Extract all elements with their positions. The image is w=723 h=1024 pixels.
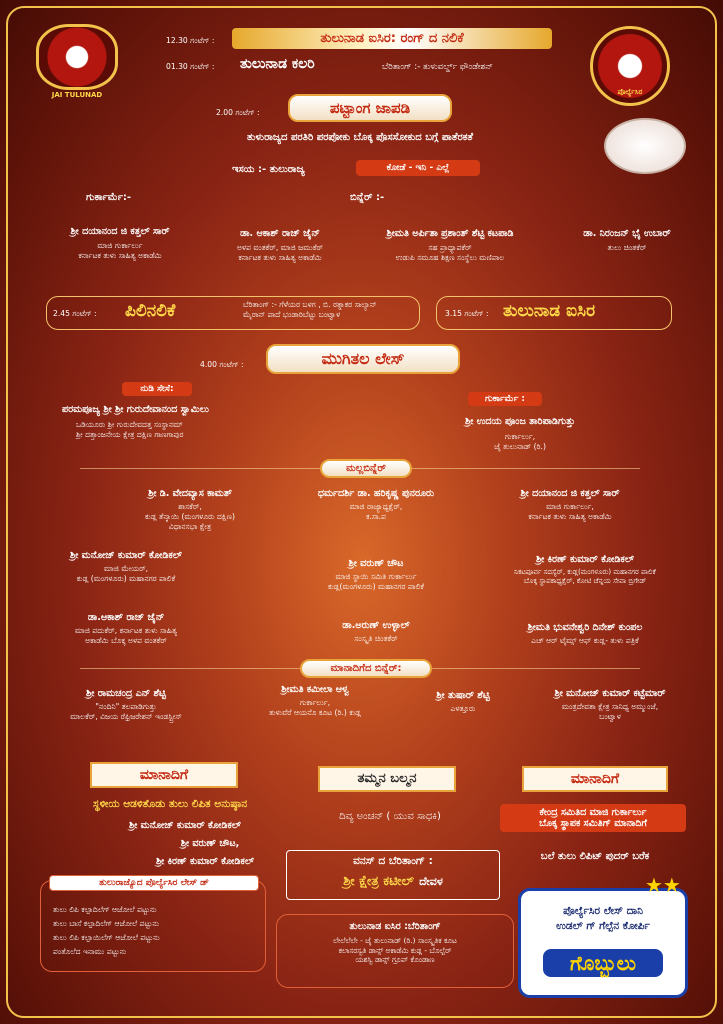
guest-role: ಮಾಜಿ ಮೇಯರ್, ಕುಡ್ಲ (ಮಂಗಳೂರು) ಮಹಾನಗರ ಪಾಲಿಕೆ — [76, 564, 176, 583]
closing-big: ಗೊಬ್ಬುಲು — [543, 949, 663, 977]
contest-line: ತುಲು ಲಿಪಿ ಕಲ್ಪಾಯಿಲೆಗ್ ಆಜೋಲೆ ಪಟ್ಟುನು — [53, 933, 160, 942]
closing-box — [518, 873, 688, 998]
honoured-card — [24, 688, 228, 722]
guest-name: ಶ್ರೀ ಮನೋಜ್ ಕುಮಾರ್ ಕೋಡಿಕಲ್ — [70, 550, 182, 561]
time-200: 2.00 ಗಂಟೆಗ್ : — [216, 108, 260, 117]
person-card — [552, 228, 702, 253]
venue-line — [287, 870, 499, 889]
venue-label: ವನಸ್ ದ ಬೆರಿತಾಂಗ್ : — [353, 855, 433, 867]
contest-box — [40, 880, 266, 972]
chair-label: ಗುರ್ಕಾರ್ಮೆ:- — [86, 192, 132, 203]
title-pilinalike: ಪಿಲಿನಲಿಕೆ — [125, 301, 176, 321]
blessing-label: ನುಡಿ ಸೇಸೆ: — [122, 382, 192, 396]
mid-title: ತಮ್ಮನ ಬಲ್ಮನ — [318, 766, 456, 792]
venue-box — [286, 850, 500, 900]
session2-credit: ಬೆರಿತಾಂಗ್ :- ಗೆಳೆಯರ ಬಳಗ , ಬಿ. ರತ್ನಾಕರ ಸಾಲ್ಯಾನ್ ಮೈರಾನ್ ಪಾದೆ ಭಂಡಾರಿಬೆಟ್ಟು ಬಂಟ್ವಾಳ — [243, 300, 377, 319]
time-1230: 12.30 ಗಂಟೆಗ್ : — [166, 36, 215, 45]
sponsor-box — [276, 914, 514, 988]
contest-title: ತುಲುರಾಜ್ಯೊದ ಪೊರ್ಲ್ಯೆಸಿರ ಲೇಸ್ ಡ್ — [49, 875, 259, 891]
blessing-name: ಪರಮಪೂಜ್ಯ ಶ್ರೀ ಶ್ರೀ ಗುರುದೇವಾನಂದ ಸ್ವಾಮಿಲು — [62, 404, 209, 415]
honoured-name: ಶ್ರೀ ತುಷಾರ್ ಶೆಟ್ಟಿ — [436, 690, 490, 701]
guest-role: ನಿಕಟಪೂರ್ವ ಸದಸ್ಯೆರ್, ಕುಡ್ಲ(ಮಂಗಳೂರು) ಮಹಾನಗರ ಪಾಲಿಕೆ ಬೊಕ್ಕ ಸ್ಥಾಪಕಾಧ್ಯಕ್ಷೆರ್, ಕೋಟಿ ಚೆನ್ನಯ ಸೇವಾ ಬ್ರಿಗೇಡ್ — [514, 568, 656, 586]
guests-label: ಮಲ್ಲಬಿನ್ನೆರ್ — [320, 459, 412, 478]
person-name: ಶ್ರೀಮತಿ ಅರ್ಪಿತಾ ಪ್ರಶಾಂತ್ ಶೆಟ್ಟಿ ಕಟಪಾಡಿ — [386, 228, 514, 239]
honour-left-title: ಮಾನಾದಿಗೆ — [90, 762, 238, 788]
person-card — [30, 226, 210, 261]
guest-card — [276, 620, 476, 644]
contest-line: ತುಲು ಬಾಸೆ ಕಲ್ಪಾದಿಲೆಗ್ ಆಜೋಲೆ ಪಟ್ಟುನು — [53, 919, 160, 928]
chair-label-2: ಗುರ್ಕಾರ್ಮೆ : — [468, 392, 542, 406]
chair-name: ಶ್ರೀ ಉದಯ ಪೂಂಜ ತಾರಿಪಾಡಿಗುತ್ತು — [464, 416, 576, 427]
chair-role: ಗುರ್ಕಾರ್ಲು, ಜೈ ತುಲುನಾಡ್ (ರಿ.) — [494, 432, 546, 451]
honour-right-title: ಮಾನಾದಿಗೆ — [522, 766, 668, 792]
honoured-role: ಗುರ್ಕಾರ್ಲು, ತುಳುವೆರೆ ಆಯನೊ ಕೂಟ (ರಿ.) ಕುಡ್ಲ — [269, 698, 361, 717]
guest-card — [470, 554, 700, 586]
guest-role: ಮಾಜಿ ಪದುಕೆರ್, ಕರ್ನಾಟಕ ತುಳು ಸಾಹಿತ್ಯ ಅಕಾಡೆಮಿ ಬೊಕ್ಕ ಅಳಪ ವಂತಕೆರ್ — [74, 626, 178, 645]
guest-card — [470, 488, 670, 522]
closing-line2: ಉಡಲ್ ಗ್ ಗೆಲ್ಪೆನ ಕೋರ್ಪಿ — [556, 920, 650, 932]
logo-caption: JAI TULUNAD — [51, 91, 103, 99]
guest-role: ಮಾಜಿ ಗುರ್ಕಾರ್ಲು, ಕರ್ನಾಟಕ ತುಳು ಸಾಹಿತ್ಯ ಅಕಾಡೆಮಿ — [528, 502, 612, 521]
person-card — [200, 228, 360, 263]
person-card — [350, 228, 550, 263]
guest-card — [26, 612, 226, 646]
guest-name: ಶ್ರೀ ಕಿರಣ್ ಕುಮಾರ್ ಕೋಡಿಕಲ್ — [535, 554, 635, 565]
closing-line1: ಪೊರ್ಲ್ಯೆಸಿರ ಲೇಸ್ ದಾನಿ — [563, 905, 643, 917]
guest-name: ಶ್ರೀ ಡಿ. ವೇದವ್ಯಾಸ ಕಾಮತ್ — [148, 488, 232, 499]
contest-line: ಪಂತೊಲೆದ ಇನಾಮು ಪಟ್ಟುನು — [53, 947, 127, 956]
session1-subject: ಇಸಯ :- ತುಲುರಾಜ್ಯ — [232, 164, 305, 175]
person-role: ತುಲು ಚಿಂತಕೆರ್ — [607, 243, 647, 252]
guest-card — [26, 550, 226, 584]
honour-left-sub: ಸ್ಥಳೀಯ ಆಡಳಿತೊಡು ತುಲು ಲಿಪಿತ ಅನುಷ್ಠಾನ — [92, 798, 248, 810]
honoured-role: ಎಳತ್ತೂರು — [450, 704, 476, 713]
guest-name: ಶ್ರೀ ದಯಾನಂದ ಜಿ ಕತ್ತಲ್ ಸಾರ್ — [520, 488, 620, 499]
person-role: ಮಾಜಿ ಗುರ್ಕಾರ್ಲು ಕರ್ನಾಟಕ ತುಳು ಸಾಹಿತ್ಯ ಅಕಾಡೆಮಿ — [78, 241, 162, 260]
guest-name: ಧರ್ಮದರ್ಶಿ ಡಾ. ಹರಿಕೃಷ್ಣ ಪುನರೂರು — [317, 488, 435, 499]
title-pattanga-japadi: ಪಟ್ಟಾಂಗ ಜಾಪಡಿ — [288, 94, 452, 122]
guest-name: ಡಾ.ಅರುಣ್ ಉಳ್ಳಾಲ್ — [342, 620, 410, 631]
honour-right-sub: ಬಲೆ ತುಲು ಲಿಪಿಟ್ ಪುದರ್ ಬರೆಕ — [540, 851, 650, 862]
guest-role: ಸಂಸ್ಕೃತಿ ಚಿಂತಕೆರ್ — [354, 634, 398, 643]
venue-suffix: ದೇವಳ — [419, 875, 443, 888]
title-tulunada-kalari: ತುಲುನಾಡ ಕಲರಿ — [240, 56, 315, 72]
honoured-role: ಮಂತ್ರದೇವತಾ ಕ್ಷೇತ್ರ ಸಾನಿಧ್ಯ ಅಮ್ಮುಂಜೆ, ಬಂಟ್ವಾಳ — [561, 702, 659, 721]
sponsor-title: ತುಲುನಾಡ ಐಸಿರ :ಬೆರಿತಾಂಗ್ — [349, 921, 441, 932]
star-icon: ★★ — [645, 873, 681, 897]
sponsor-line: ಲೇಲೆಲೆಲೇ - ಜೈ ತುಲುನಾಡ್ (ರಿ.) ಸಾಂಸ್ಕೃತಿಕ ಕೂಟ — [333, 936, 457, 945]
honoured-name: ಶ್ರೀ ರಾಮಚಂದ್ರ ಎನ್ ಶೆಟ್ಟಿ — [86, 688, 166, 699]
session3-box — [436, 296, 672, 330]
honoured-card — [512, 688, 708, 722]
jai-tulunad-logo — [36, 24, 118, 99]
honour-left-name: ಶ್ರೀ ಕಿರಣ್ ಕುಮಾರ್ ಕೋಡಿಕಲ್ — [155, 856, 255, 867]
title-tulunada-aisira: ತುಲುನಾಡ ಐಸಿರ — [503, 301, 596, 321]
honoured-name: ಶ್ರೀಮತಿ ಕಮೀಲಾ ಆಳ್ವ — [281, 684, 349, 695]
guest-name: ಶ್ರೀ ವರುಣ್ ಚೌಟ — [348, 558, 404, 569]
sponsor-line: ಕಲಾಸರಸ್ವತಿ ಡಾನ್ಸ್ ಅಕಾಡೆಮಿ ಕುಡ್ಲ - ಬೊಲ್ಟೆರ್ — [338, 945, 452, 955]
tambourine-icon — [604, 118, 686, 174]
person-name: ಡಾ. ನಿರಂಜನ್ ಭೈ ಉಬಾರ್ — [583, 228, 671, 239]
honoured-name: ಶ್ರೀ ಮನೋಜ್ ಕುಮಾರ್ ಕಟ್ಟೆಮಾರ್ — [554, 688, 666, 699]
time-0130: 01.30 ಗಂಟೆಗ್ : — [166, 62, 215, 71]
guest-role: ಮಾಜಿ ಸ್ಥಾಯಿ ಸಮಿತಿ ಗುರ್ಕಾರ್ಲು ಕುಡ್ಲ(ಮಂಗಳೂರು) ಮಹಾನಗರ ಪಾಲಿಕೆ — [327, 572, 425, 591]
guest-card — [470, 622, 700, 646]
honoured-role: "ನಂದಿನಿ" ತಲಪಾಡಿಗುತ್ತು ಮಾಲಕೆರ್, ವಿಜಯ ರೆಫ್ರಿಜರೇಶನ್ ಇಂಡಸ್ಟ್ರೀಸ್ — [70, 702, 182, 721]
guest-card — [276, 558, 476, 592]
guest-card — [276, 488, 476, 522]
guest-label: ಬಿನ್ನೆರ್ :- — [350, 192, 385, 203]
porlyesira-logo — [590, 26, 670, 106]
honoured-card — [220, 684, 410, 718]
title-mugitala-les: ಮುಗಿತಲ ಲೇಸ್ — [266, 344, 460, 374]
guest-card — [100, 488, 280, 532]
person-role: ಸಹ ಪ್ರಾಧ್ಯಾಪಕೆರ್ ಉಡುಪಿ ಸಮೂಹ ಶಿಕ್ಷಣ ಸಂಸ್ಥೆಲು ಮಣಿಪಾಲ — [395, 243, 505, 262]
honour-left-name: ಶ್ರೀ ಮನೋಜ್ ಕುಮಾರ್ ಕೋಡಿಕಲ್ — [129, 820, 241, 831]
guest-name: ಶ್ರೀಮತಿ ಭುವನೇಶ್ವರಿ ದಿನೇಶ್ ಕುಂಪಲ — [527, 622, 643, 633]
guest-role: ಮಾಜಿ ರಾಜ್ಯಾಧ್ಯಕ್ಷೆರ್, ಕ.ಸಾ.ಪ — [349, 502, 403, 521]
honour-left-name: ಶ್ರೀ ವರುಣ್ ಚೌಟ, — [180, 838, 240, 849]
blessing-role: ಒಡಿಯೂರು ಶ್ರೀ ಗುರುದೇವದತ್ತ ಸಂಸ್ಥಾನಮ್ ಶ್ರೀ ದತ್ತಾಂಜನೇಯ ಕ್ಷೇತ್ರ ದಕ್ಷಿಣ ಗಾಣಗಾಪುರ — [76, 420, 184, 439]
guest-name: ಡಾ.ಆಕಾಶ್ ರಾಜ್ ಜೈನ್ — [87, 612, 165, 623]
session2-box — [46, 296, 420, 330]
contest-line: ತುಲು ಲಿಪಿ ಕಲ್ಪಾದಿಲೆಗ್ ಆಜೋಲೆ ಪಟ್ಟುನು — [53, 905, 157, 914]
session1-topic: ತುಳುರಾಜ್ಯದ ಪರತಿರಿ ಪರಪೋಕು ಬೊಕ್ಕ ಪೊಸಸೋಕುದ ಬಗ್ಗೆ ಪಾತೆರಕತೆ — [247, 132, 473, 143]
time-315: 3.15 ಗಂಟೆಗ್ : — [445, 309, 489, 318]
mid-name: ದಿವ್ಯ ಅಂಚನ್ ( ಯುವ ಸಾಧಕಿ) — [339, 811, 441, 822]
honour-right-banner: ಕೇಂದ್ರ ಸಮಿತಿದ ಮಾಜಿ ಗುರ್ಕಾರ್ಲು ಬೊಕ್ಕ ಸ್ಥಾಪಕ ಸಮಿತಿಗ್ ಮಾನಾದಿಗೆ — [500, 804, 686, 832]
person-role: ಅಳಪ ವಂತಕೆರ್, ಮಾಜಿ ಜಮುಕೆರ್ ಕರ್ನಾಟಕ ತುಳು ಸಾಹಿತ್ಯ ಅಕಾಡೆಮಿ — [236, 243, 324, 262]
venue-name: ಶ್ರೀ ಕ್ಷೇತ್ರ ಕಟೀಲ್ — [343, 874, 414, 889]
honoured-card — [398, 690, 528, 714]
title-ranga-nalike: ತುಲುನಾಡ ಐಸಿರ: ರಂಗ್ ದ ನಲಿಕೆ — [232, 28, 552, 49]
sponsor-line: ಯಶಸ್ವಿ ಡಾನ್ಸ್ ಗ್ರೂಪ್ ಕೊಂಡಾಣ — [355, 955, 435, 965]
person-name: ಶ್ರೀ ದಯಾನಂದ ಜಿ ಕತ್ತಲ್ ಸಾರ್ — [70, 226, 170, 237]
person-name: ಡಾ. ಆಕಾಶ್ ರಾಜ್ ಜೈನ್ — [240, 228, 320, 239]
subject-tag: ಕೋಡೆ - ಇನಿ - ಎಲ್ಲೆ — [356, 160, 480, 176]
guest-role: ಶಾಸಕೆರ್, ಕುಡ್ಲ ತೆನ್ಕಾಯಿ (ಮಂಗಳೂರು ದಕ್ಷಿಣ) ವಿಧಾನಸಭಾ ಕ್ಷೇತ್ರ — [145, 502, 235, 531]
logo-caption: ಪೊರ್ಲ್ಯೆಸಿರ — [617, 88, 643, 96]
kalari-credit: ಬೆರಿತಾಂಗ್ :- ತುಳುವರ್ಲ್ಡ್ ಫೌಂಡೇಶನ್ — [382, 62, 493, 72]
time-400: 4.00 ಗಂಟೆಗ್ : — [200, 360, 244, 369]
guest-role: ಎಚ್ ಆರ್ ಟೈಮ್ಸ್ ಆಫ್ ಕುಡ್ಲ- ತುಳು ಪತ್ರಿಕೆ — [531, 636, 639, 645]
time-245: 2.45 ಗಂಟೆಗ್ : — [53, 309, 97, 318]
honoured-label: ಮಾನಾದಿಗೆದ ಬಿನ್ನೆರ್: — [300, 659, 432, 678]
